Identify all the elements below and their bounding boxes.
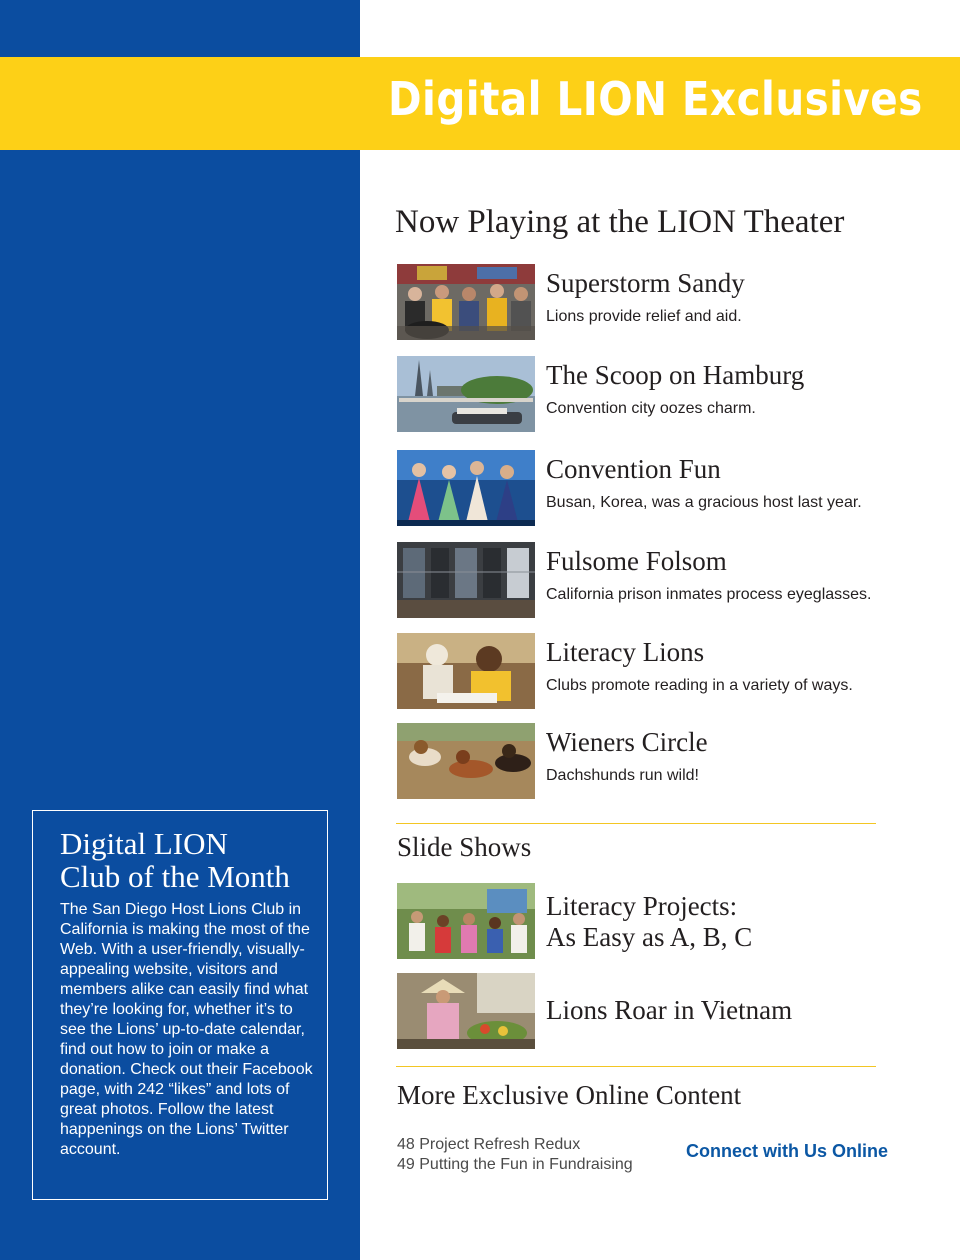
section-divider <box>396 1066 876 1067</box>
literacy-projects-thumbnail[interactable] <box>397 883 535 959</box>
slide-shows-heading: Slide Shows <box>397 832 532 862</box>
video-title[interactable]: Convention Fun <box>546 454 721 484</box>
vietnam-thumbnail[interactable] <box>397 973 535 1049</box>
club-title-line-1: Digital LION <box>60 826 228 861</box>
video-description: Busan, Korea, was a gracious host last year. <box>546 494 862 511</box>
video-description: Dachshunds run wild! <box>546 767 699 784</box>
video-description: Lions provide relief and aid. <box>546 308 742 325</box>
video-title[interactable]: Fulsome Folsom <box>546 546 727 576</box>
fulsome-folsom-thumbnail[interactable] <box>397 542 535 618</box>
wieners-circle-thumbnail[interactable] <box>397 723 535 799</box>
video-description: Convention city oozes charm. <box>546 400 756 417</box>
section-divider <box>396 823 876 824</box>
club-of-the-month-body: The San Diego Host Lions Club in California is making the most of the Web. With a user-friendly, visually-appealing website, visitors and members alike can easily find what they’re looking for, whether it’s to see the Lions’ up-to-date calendar, find out how to join or make a donation. Check out their Facebook page, with 242 “likes” and lots of great photos. Follow the latest happenings on the Lions’ Twitter account. <box>60 901 313 1158</box>
slideshow-title[interactable]: Lions Roar in Vietnam <box>546 995 793 1025</box>
club-of-the-month-box <box>32 810 328 1200</box>
video-description: Clubs promote reading in a variety of ways. <box>546 677 853 694</box>
video-title[interactable]: Superstorm Sandy <box>546 268 745 298</box>
banner-title: Digital LION Exclusives <box>388 72 923 126</box>
literacy-lions-thumbnail[interactable] <box>397 633 535 709</box>
superstorm-sandy-thumbnail[interactable] <box>397 264 535 340</box>
more-link-fundraising[interactable]: 49 Putting the Fun in Fundraising <box>397 1156 633 1173</box>
convention-fun-thumbnail[interactable] <box>397 450 535 526</box>
club-title-line-2: Club of the Month <box>60 859 290 894</box>
slideshow-title-line-2[interactable]: As Easy as A, B, C <box>546 922 753 952</box>
slideshow-title-line-1[interactable]: Literacy Projects: <box>546 891 738 921</box>
hamburg-thumbnail[interactable] <box>397 356 535 432</box>
video-title[interactable]: Wieners Circle <box>546 727 708 757</box>
club-of-the-month-title <box>60 827 320 893</box>
more-content-links <box>397 1135 633 1175</box>
video-title[interactable]: The Scoop on Hamburg <box>546 360 805 390</box>
connect-online-link[interactable]: Connect with Us Online <box>686 1141 889 1161</box>
video-title[interactable]: Literacy Lions <box>546 637 705 667</box>
video-description: California prison inmates process eyeglasses. <box>546 586 872 603</box>
theater-heading: Now Playing at the LION Theater <box>395 204 845 240</box>
more-link-project-refresh[interactable]: 48 Project Refresh Redux <box>397 1136 581 1153</box>
more-content-heading: More Exclusive Online Content <box>397 1080 742 1110</box>
